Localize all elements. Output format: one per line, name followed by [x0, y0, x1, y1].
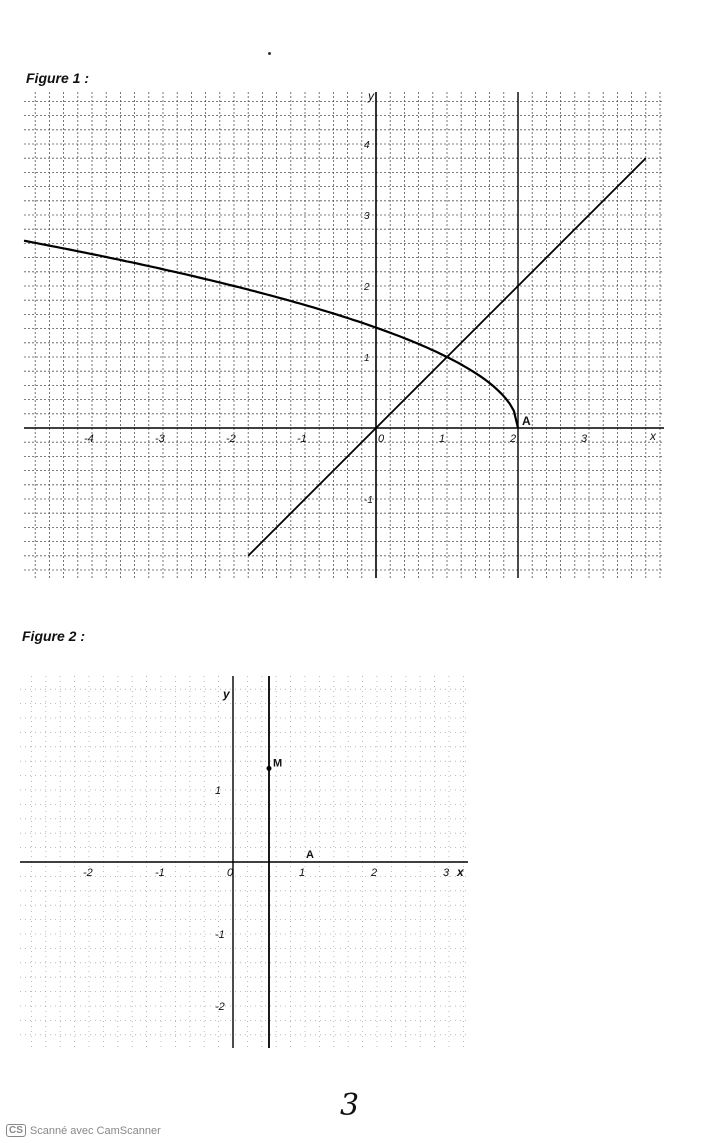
x-tick-label: 3 [581, 433, 588, 445]
x-tick-label: -1 [297, 433, 307, 445]
camscanner-logo: CS [6, 1124, 26, 1137]
y-tick-label: 1 [364, 353, 370, 364]
point-m-label: M [273, 757, 283, 770]
y-tick-label: 2 [364, 282, 370, 293]
y-tick-label: 3 [364, 211, 370, 222]
x-tick-label: 3 [443, 867, 450, 879]
y-tick-label: 4 [364, 140, 370, 151]
x-axis-label: x [650, 429, 656, 443]
x-tick-label: 1 [439, 433, 446, 445]
y-axis-label: y [368, 89, 374, 103]
x-tick-label: 2 [510, 433, 517, 445]
scanner-footer [6, 1124, 161, 1137]
x-tick-label: -1 [155, 867, 165, 879]
point-m-marker [267, 766, 272, 771]
y-tick-label: -1 [215, 929, 225, 941]
x-tick-label: -3 [155, 433, 165, 445]
x-tick-label: -4 [84, 433, 94, 445]
x-tick-label: 0 [227, 867, 234, 879]
y-axis-label: y [223, 687, 230, 701]
point-a-label: A [522, 414, 531, 428]
footer-text: Scanné avec CamScanner [29, 1124, 161, 1137]
x-axis-label: x [457, 865, 464, 879]
figure-1-title: Figure 1 : [26, 70, 90, 86]
x-tick-label: -2 [83, 867, 93, 879]
x-tick-label: 0 [378, 433, 385, 445]
y-tick-label: -1 [364, 495, 373, 506]
x-tick-label: -2 [226, 433, 236, 445]
page-number: 3 [340, 1088, 360, 1123]
figure-2-title: Figure 2 : [22, 628, 86, 644]
y-tick-label: 1 [215, 785, 222, 797]
point-a-label: A [306, 849, 314, 861]
x-tick-label: 1 [299, 867, 306, 879]
x-tick-label: 2 [371, 867, 378, 879]
y-tick-label: -2 [215, 1001, 225, 1013]
